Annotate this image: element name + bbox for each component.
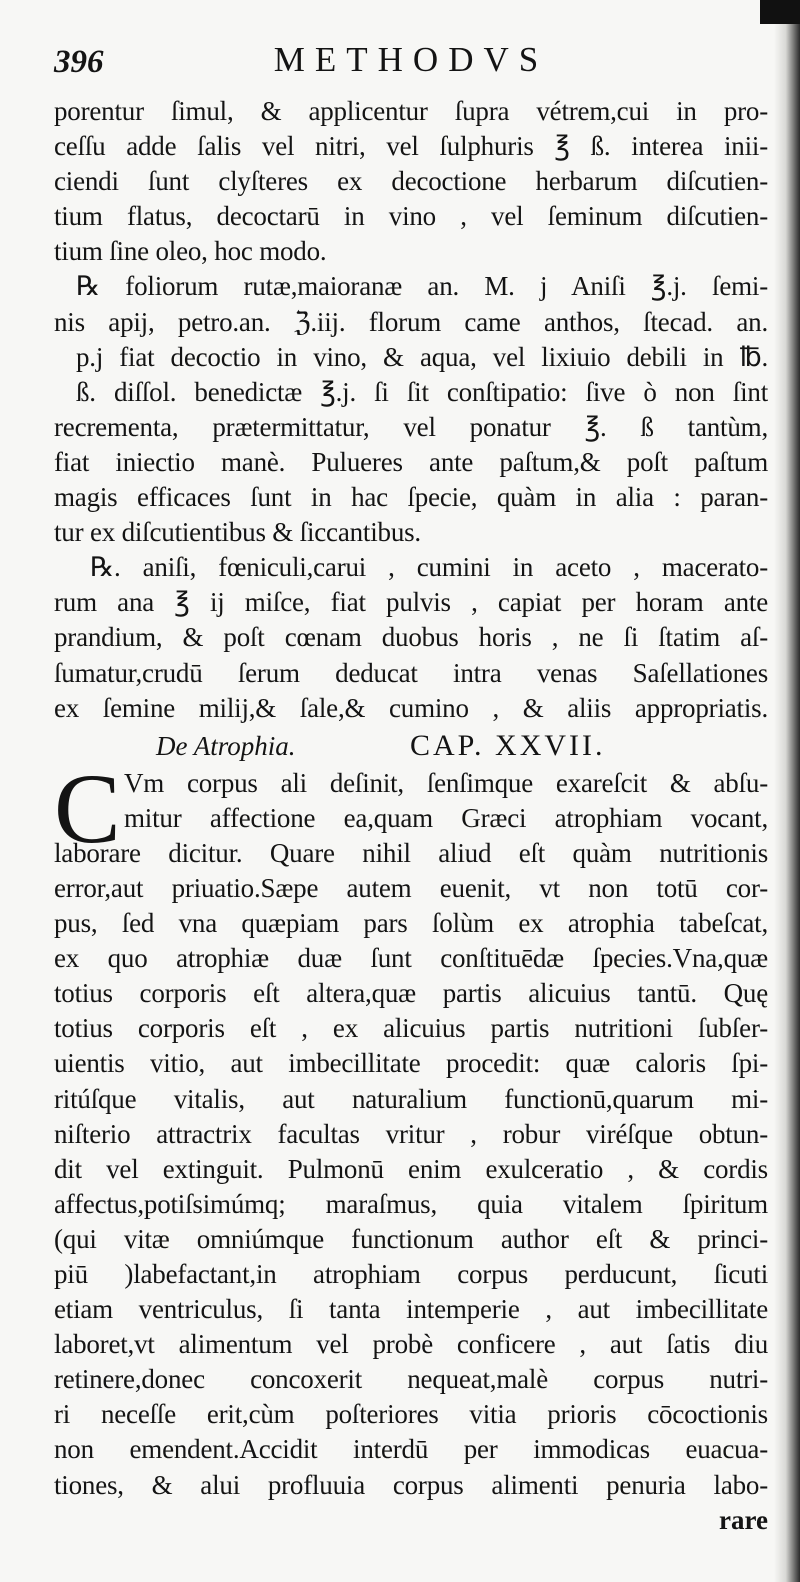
paragraph-treatment	[54, 94, 768, 726]
text-line: (qui vitæ omniúmque functionum author eſt & princi-	[54, 1223, 768, 1254]
running-head: METHODVS	[273, 40, 549, 79]
text-line: piū )labefactant,in atrophiam corpus perducunt, ſicuti	[54, 1259, 768, 1289]
text-line: pus, ſed vna quæpiam pars ſolùm ex atrophia tabeſcat,	[54, 908, 768, 939]
text-line: niſterio attractrix facultas vritur , robur viréſque obtun-	[54, 1118, 768, 1149]
text-line: ℞. aniſi, fœniculi,carui , cumini in aceto , macerato-	[90, 552, 768, 583]
chapter-title: De Atrophia.	[156, 730, 296, 761]
text-line: etiam ventriculus, ſi tanta intemperie , aut imbecillitate	[54, 1294, 768, 1325]
scan-corner	[760, 0, 800, 24]
text-line: totius corporis eſt , ex alicuius partis nutritioni ſubſer-	[54, 1013, 768, 1044]
text-line: totius corporis eſt altera,quæ partis alicuius tantū. Quę	[54, 978, 768, 1009]
text-line: p.j fiat decoctio in vino, & aqua, vel lixiuio debili in ℔.	[76, 341, 768, 372]
text-line: prandium, & poſt cœnam duobus horis , ne ſi ſtatim aſ-	[54, 622, 768, 653]
text-line: tium flatus, decoctarū in vino , vel ſeminum diſcutien-	[54, 201, 768, 232]
text-line: ex quo atrophiæ duæ ſunt conſtituēdæ ſpecies.Vna,quæ	[54, 943, 768, 974]
text-line: error,aut priuatio.Sæpe autem euenit, vt non totū cor-	[54, 872, 768, 903]
chapter-number: CAP. XXVII.	[410, 728, 606, 762]
text-line: nis apij, petro.an. ℨ.iij. florum came anthos, ſtecad. an.	[54, 306, 768, 337]
text-line: laborare dicitur. Quare nihil aliud eſt quàm nutritionis	[54, 837, 768, 868]
catchword: rare	[719, 1504, 768, 1535]
text-line: mitur affectione ea,quam Græci atrophiam vocant,	[124, 802, 768, 833]
text-line: ſumatur,crudū ſerum deducat intra venas Saſellationes	[54, 657, 768, 688]
text-line: ceſſu adde ſalis vel nitri, vel ſulphuris ℥ ß. interea inii-	[54, 131, 768, 162]
text-line: tur ex diſcutientibus & ſiccantibus.	[54, 517, 421, 548]
text-line: ß. diſſol. benedictæ ℥.j. ſi ſit conſtipatio: ſive ò non ſint	[76, 376, 768, 407]
page-edge-shadow	[774, 0, 800, 1582]
text-line: ritúſque vitalis, aut naturalium functionū,quarum mi-	[54, 1083, 768, 1114]
text-line: rum ana ℥ ij miſce, fiat pulvis , capiat per horam ante	[54, 587, 768, 618]
page-text-block	[54, 40, 768, 1538]
text-line: ri neceſſe erit,cùm poſteriores vitia prioris cōcoctionis	[54, 1399, 768, 1430]
text-line: uientis vitio, aut imbecillitate procedit: quæ caloris ſpi-	[54, 1048, 768, 1079]
page-header	[54, 40, 768, 94]
text-line: non emendent.Accidit interdū per immodicas euacua-	[54, 1434, 768, 1465]
text-line: dit vel extinguit. Pulmonū enim exulceratio , & cordis	[54, 1153, 768, 1184]
text-line: magis efficaces ſunt in hac ſpecie, quàm in alia : paran-	[54, 482, 768, 513]
text-line: ℞ foliorum rutæ,maioranæ an. M. j Aniſi ℥.j. ſemi-	[76, 271, 768, 302]
text-line: fiat iniectio manè. Pulueres ante paſtum,& poſt paſtum	[54, 446, 768, 477]
chapter-heading	[54, 726, 768, 766]
text-line: ciendi ſunt clyſteres ex decoctione herbarum diſcutien-	[54, 166, 768, 197]
text-line: laboret,vt alimentum vel probè conficere , aut ſatis diu	[54, 1329, 768, 1360]
page-number: 396	[54, 44, 104, 80]
text-line: porentur ſimul, & applicentur ſupra vétrem,cui in pro-	[54, 96, 768, 126]
text-line: tium ſine oleo, hoc modo.	[54, 236, 327, 267]
paragraph-atrophia	[54, 836, 768, 1503]
text-line: ex ſemine milij,& ſale,& cumino , & aliis appropriatis.	[54, 692, 768, 723]
text-line: Vm corpus ali deſinit, ſenſimque exareſcit & abſu-	[124, 767, 768, 798]
drop-cap-letter: C	[54, 752, 121, 864]
text-line: tiones, & alui profluuia corpus alimenti penuria labo-	[54, 1469, 768, 1500]
text-line: recrementa, prætermittatur, vel ponatur ℥. ß tantùm,	[54, 411, 768, 442]
text-line: retinere,donec concoxerit nequeat,malè corpus nutri-	[54, 1364, 768, 1395]
text-line: affectus,potiſsimúmq; maraſmus, quia vitalem ſpiritum	[54, 1188, 768, 1219]
